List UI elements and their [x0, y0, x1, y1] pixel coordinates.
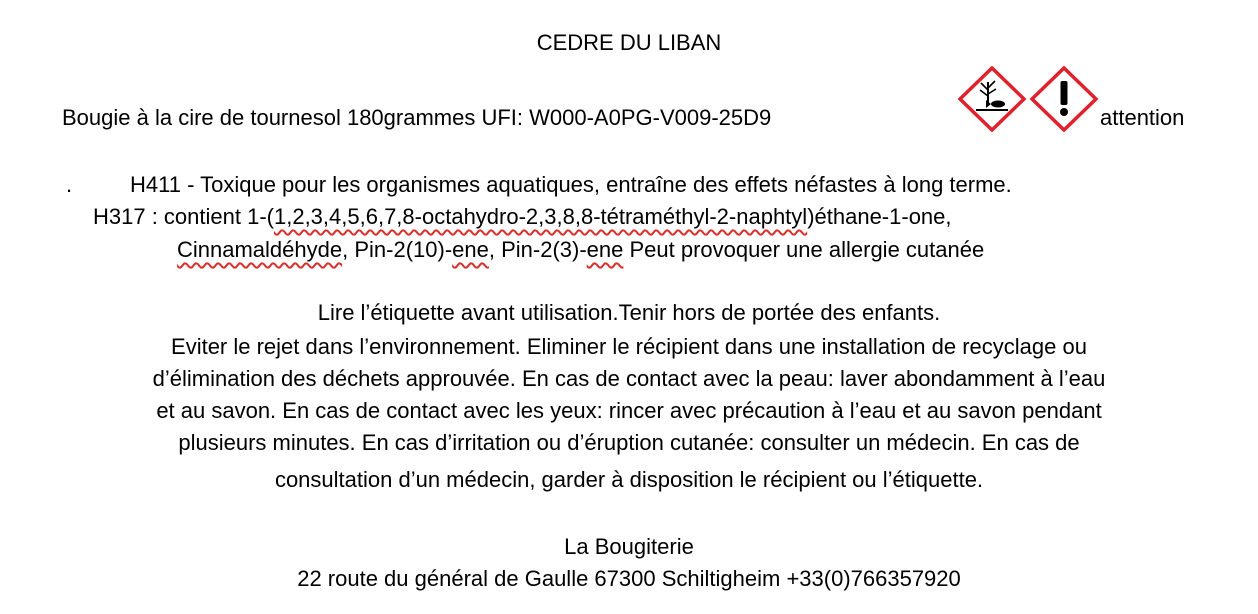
hazard-h411: H411 - Toxique pour les organismes aquatiques, entraîne des effets néfastes à long terme.	[130, 172, 1012, 197]
h317-end: Peut provoquer une allergie cutanée	[623, 237, 985, 262]
hazard-h317-line2	[177, 235, 984, 265]
precaution-line: Eviter le rejet dans l’environnement. Eliminer le récipient dans une installation de recyclage ou	[171, 334, 1087, 359]
h317-sep2: , Pin-2(3)-	[488, 237, 587, 262]
company-address: 22 route du général de Gaulle 67300 Schiltigheim +33(0)766357920	[297, 566, 961, 591]
pinene-ene-2: ene	[586, 237, 624, 262]
h317-prefix: H317 : contient 1-(	[93, 204, 274, 229]
hazard-pictograms	[958, 66, 1100, 132]
page-title: CEDRE DU LIBAN	[536, 30, 722, 55]
h317-chemical-name: 1,2,3,4,5,6,7,8-octahydro-2,3,8,8-tétraméthyl-2-naphtyl	[273, 204, 808, 229]
h317-suffix: )éthane-1-one,	[807, 204, 952, 229]
precaution-line: consultation d’un médecin, garder à disposition le récipient ou l’étiquette.	[274, 467, 984, 492]
h317-sep1: , Pin-2(10)-	[342, 237, 453, 262]
precaution-line: d’élimination des déchets approuvée. En cas de contact avec la peau: laver abondamment à l’eau	[152, 366, 1106, 391]
product-description: Bougie à la cire de tournesol 180grammes UFI: W000-A0PG-V009-25D9	[62, 105, 772, 130]
precaution-line: Lire l’étiquette avant utilisation.Tenir hors de portée des enfants.	[317, 300, 941, 325]
hazard-bullet: .	[66, 172, 73, 197]
pinene-ene-1: ene	[452, 237, 489, 262]
precaution-line: plusieurs minutes. En cas d’irritation ou d’éruption cutanée: consulter un médecin. En cas de	[178, 430, 1080, 455]
environment-hazard-icon	[960, 68, 1024, 130]
hazard-h317-line1	[93, 202, 952, 232]
signal-word: attention	[1100, 105, 1185, 130]
cinnamaldehyde-text: Cinnamaldéhyde	[177, 237, 343, 262]
precaution-line: et au savon. En cas de contact avec les yeux: rincer avec précaution à l’eau et au savon pendant	[156, 398, 1102, 423]
company-name: La Bougiterie	[564, 534, 694, 559]
exclamation-hazard-icon	[1032, 68, 1096, 130]
